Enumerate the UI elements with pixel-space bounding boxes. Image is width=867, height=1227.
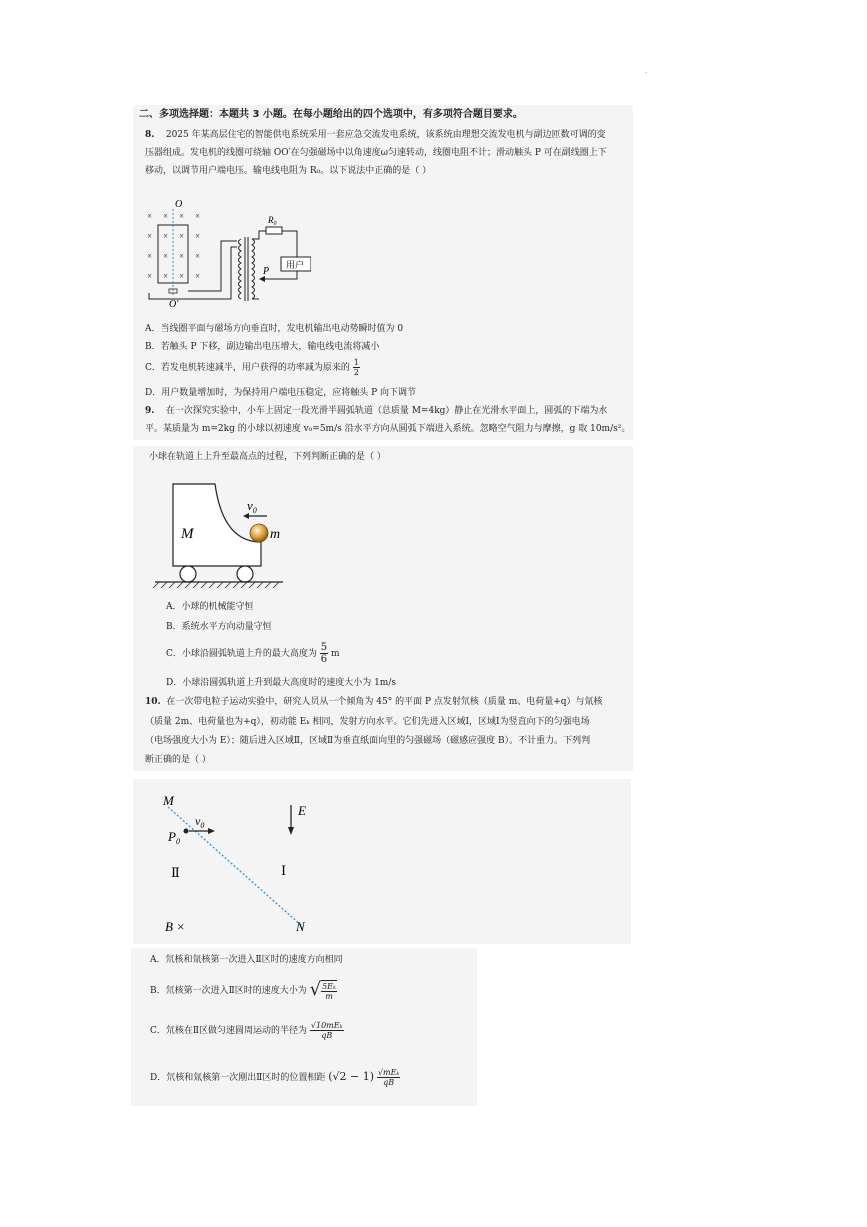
svg-text:×: ×: [163, 251, 169, 261]
q8-option-b: B．若触头 P 下移，副边输出电压增大，输电线电流将减小: [145, 342, 380, 352]
svg-text:×: ×: [195, 231, 201, 241]
svg-text:×: ×: [179, 211, 185, 221]
q8-option-a: A．当线圈平面与磁场方向垂直时，发电机输出电动势瞬时值为 0: [145, 324, 404, 334]
q10-label-region-2: Ⅱ: [171, 865, 180, 880]
q10-options-block: [131, 948, 477, 1106]
question-8-block: [133, 105, 633, 440]
section-heading: 二、多项选择题：本题共 3 小题。在每小题给出的四个选项中，有多项符合题目要求。: [139, 109, 523, 120]
q9-option-c-text: C．小球沿圆弧轨道上升的最大高度为: [166, 649, 317, 659]
svg-text:×: ×: [195, 271, 201, 281]
q10-option-d-text: D．氘核和氚核第一次刚出Ⅱ区时的位置相距: [150, 1073, 326, 1083]
q10-label-E: E: [298, 803, 306, 818]
svg-text:×: ×: [179, 251, 185, 261]
q10-number: 10.: [145, 697, 161, 707]
q8-circuit-figure: [141, 195, 311, 320]
svg-text:×: ×: [147, 251, 153, 261]
q10-stem-line-3: （电场强度大小为 E）；随后进入区域Ⅱ，区域Ⅱ为垂直纸面向里的匀强磁场（磁感应强度 B）。不计重力。下列判: [145, 736, 591, 746]
q10-figure-block: [133, 779, 631, 944]
q10-option-b-sqrt: √ $\frac{\text{5Eₖ}}{m}$: [309, 979, 336, 1001]
q10-option-d: [150, 1062, 400, 1093]
corner-mark: ·: [645, 70, 647, 77]
svg-text:×: ×: [195, 211, 201, 221]
q10-label-B: B ×: [165, 919, 185, 934]
q9-cart-body: [173, 484, 261, 566]
q9-label-M: M: [181, 526, 194, 542]
q10-stem-text-1: 在一次带电粒子运动实验中，研究人员从一个倾角为 45° 的平面 P 点发射氘核（质量 m、电荷量+q）与氚核: [166, 697, 603, 707]
q9-option-c-fraction: $\frac{5}{6}$: [320, 642, 328, 665]
q10-option-c: [150, 1016, 344, 1046]
q9-stem-line-3: 小球在轨道上上升至最高点的过程，下列判断正确的是（ ）: [149, 452, 386, 462]
q10-option-a: A．氘核和氚核第一次进入Ⅱ区时的速度方向相同: [150, 955, 343, 965]
q10-option-c-fraction: $\frac{\text{√10mEₖ}}{qB}$: [310, 1021, 343, 1040]
q10-option-b: [150, 974, 337, 1007]
q10-label-N: N: [296, 919, 305, 934]
q10-point-p0: [184, 829, 189, 834]
q10-field-figure: [133, 779, 631, 944]
q10-stem-line-1: [145, 696, 603, 709]
q10-option-c-text: C．氘核在Ⅱ区做匀速圆周运动的半径为: [150, 1026, 308, 1036]
question-9-block: [133, 446, 633, 771]
q8-secondary-coil: [252, 239, 255, 299]
q10-label-p0: $P_0$: [168, 829, 180, 846]
q8-option-d: D．用户数量增加时，为保持用户端电压稳定，应将触头 P 向下调节: [145, 388, 416, 398]
svg-text:×: ×: [147, 231, 153, 241]
q8-stem-line-1: [145, 129, 606, 142]
q10-stem-line-4: 断正确的是（ ）: [145, 755, 211, 765]
q9-option-c-unit: m: [331, 649, 340, 659]
q9-option-a: A．小球的机械能守恒: [166, 602, 254, 612]
q10-label-region-1: Ⅰ: [281, 863, 287, 878]
q8-option-c-fraction: $\frac{1}{2}$: [353, 358, 359, 377]
q9-label-v0: $v_0$: [247, 498, 257, 515]
svg-text:×: ×: [147, 211, 153, 221]
svg-text:×: ×: [147, 271, 153, 281]
q8-label-p: P: [263, 266, 270, 277]
q8-option-c-text: C．若发电机转速减半，用户获得的功率减为原来的: [145, 363, 350, 373]
q8-stem-text-1: 2025 年某高层住宅的智能供电系统采用一套应急交流发电系统，该系统由理想交流发电机与副边匝数可调的变: [165, 130, 606, 140]
q10-option-d-fraction: $\frac{\text{√mEₖ}}{qB}$: [377, 1068, 400, 1087]
q8-primary-coil: [239, 239, 242, 299]
q8-number: 8.: [145, 130, 155, 140]
q8-stem-line-3: 移动，以调节用户端电压。输电线电阻为 R₀。以下说法中正确的是（ ）: [145, 166, 432, 176]
svg-text:×: ×: [179, 271, 185, 281]
q10-label-v0: $v_0$: [195, 814, 205, 830]
q9-label-m: m: [270, 527, 281, 542]
q9-ball: [250, 524, 268, 542]
q10-option-d-coef: (√2 − 1): [328, 1070, 375, 1083]
q9-option-c: [166, 642, 340, 666]
svg-text:×: ×: [179, 231, 185, 241]
q10-stem-line-2: （质量 2m、电荷量也为+q），初动能 Eₖ 相同，发射方向水平。它们先进入区域Ⅰ，区域Ⅰ为竖直向下的匀强电场: [145, 717, 590, 727]
q9-option-d: D．小球沿圆弧轨道上升到最大高度时的速度大小为 1m/s: [166, 678, 396, 688]
svg-text:×: ×: [195, 251, 201, 261]
q9-option-b: B．系统水平方向动量守恒: [166, 622, 272, 632]
q10-label-M: M: [163, 793, 174, 808]
q9-number: 9.: [145, 406, 155, 416]
q10-option-b-text: B．氘核第一次进入Ⅱ区时的速度大小为: [150, 985, 307, 996]
q9-stem-text-1: 在一次探究实验中，小车上固定一段光滑半圆弧轨道（总质量 M=4kg）静止在光滑水平面上，圆弧的下端为水: [165, 406, 608, 416]
q8-option-c: [145, 358, 360, 378]
q8-label-r0: $R_0$: [268, 215, 277, 227]
svg-text:×: ×: [163, 231, 169, 241]
q9-wheel-right: [237, 566, 253, 582]
q8-magnetic-field-crosses: [147, 211, 200, 281]
q8-label-o-bottom: O′: [169, 299, 179, 310]
q8-resistor-r0: [266, 227, 282, 234]
q9-stem-line-1: [145, 405, 607, 418]
q9-stem-line-2: 平。某质量为 m=2kg 的小球以初速度 v₀=5m/s 沿水平方向从圆弧下端进入系统。忽略空气阻力与摩擦，g 取 10m/s²。: [145, 424, 631, 434]
q9-cart-figure: [143, 476, 293, 596]
svg-text:×: ×: [163, 271, 169, 281]
q9-wheel-left: [180, 566, 196, 582]
q8-stem-line-2: 压器组成。发电机的线圈可绕轴 OO′在匀强磁场中以角速度ω匀速转动，线圈电阻不计；滑动触头 P 可在副线圈上下: [145, 148, 607, 158]
svg-text:×: ×: [163, 211, 169, 221]
q8-label-o-top: O: [175, 199, 183, 210]
q8-label-user: 用户: [286, 260, 305, 270]
